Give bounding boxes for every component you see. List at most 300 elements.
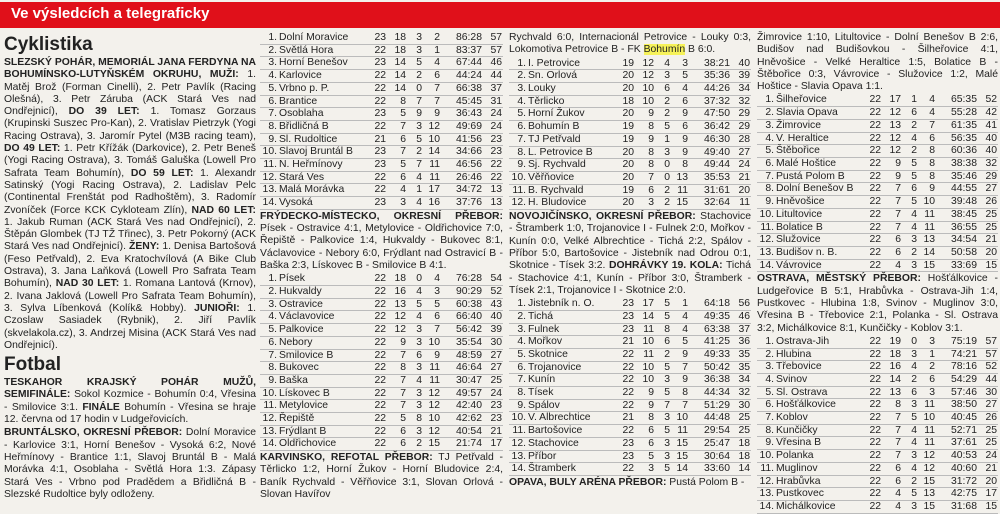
cell-score: 37:61	[950, 437, 977, 449]
cell-losses: 8	[929, 158, 935, 169]
cell-draws: 7	[416, 95, 422, 107]
cell-played: 22	[622, 374, 634, 386]
table-row	[260, 387, 503, 400]
cell-wins: 3	[400, 197, 406, 209]
cell-losses: 11	[429, 374, 440, 386]
cell-team: Služovice	[776, 234, 821, 246]
cell-rank: 5.	[765, 145, 774, 157]
cell-losses: 10	[676, 412, 688, 424]
cell-draws: 0	[664, 171, 670, 183]
table-row	[757, 196, 998, 209]
table-row	[757, 158, 998, 171]
bold-run: OSTRAVA, MĚSTSKÝ PŘEBOR:	[757, 273, 921, 285]
cell-wins: 7	[400, 120, 406, 132]
cell-wins: 14	[394, 82, 406, 94]
cell-rank: 9.	[268, 133, 277, 145]
cell-played: 22	[374, 425, 386, 437]
ostrava-results	[757, 273, 998, 334]
cell-rank: 14.	[511, 463, 526, 475]
cell-wins: 10	[642, 361, 654, 373]
cell-score: 86:28	[455, 32, 482, 43]
cell-losses: 7	[682, 361, 688, 373]
table-row	[260, 336, 503, 349]
cell-draws: 7	[416, 159, 422, 171]
cell-played: 23	[622, 298, 634, 310]
cell-team: H. Bludovice	[528, 197, 587, 209]
cell-wins: 6	[648, 425, 654, 437]
cell-points: 57	[490, 44, 502, 56]
cell-draws: 1	[911, 94, 917, 106]
cell-rank: 14.	[262, 197, 277, 209]
table-row	[509, 463, 751, 476]
table-row	[509, 336, 751, 349]
cell-score: 60:38	[455, 298, 482, 310]
cell-draws: 4	[911, 132, 917, 144]
cell-score: 31:61	[703, 184, 730, 196]
cell-points: 57	[985, 348, 997, 360]
cell-losses: 9	[682, 146, 688, 158]
cell-rank: 2.	[765, 107, 774, 119]
cell-points: 22	[490, 171, 502, 183]
cell-team: V. Albrechtice	[528, 412, 591, 424]
cell-losses: 11	[429, 362, 440, 374]
cell-team: Řepiště	[279, 413, 315, 425]
cell-played: 22	[869, 94, 881, 106]
cell-wins: 7	[895, 437, 901, 449]
text-run: 1. Romana Lantová (Krnov), 2. Ivana Jaklová (Lowell Pro Safrata Team Bohumín), 3. Sylva Líbenková (Kolík& Hobby).	[4, 278, 256, 314]
cell-losses: 10	[923, 196, 935, 208]
cell-team: Ostrava-Jih	[776, 335, 830, 347]
cell-wins: 4	[400, 184, 406, 196]
cell-wins: 17	[889, 94, 901, 106]
cell-wins: 3	[648, 197, 654, 209]
cell-score: 35:54	[455, 336, 482, 348]
cell-rank: 12.	[759, 475, 774, 487]
cell-draws: 4	[911, 424, 917, 436]
cell-points: 46	[490, 57, 502, 69]
cell-draws: 3	[664, 437, 670, 449]
column-3	[509, 32, 751, 494]
text-run: Písek - Ostravice 4:1, Metylovice - Oldřichovice 7:0, Řepiště - Palkovice 1:4, Hukvaldy - Bukovec 8:1, Václavovice - Nebory 6:0, Frýdlant nad Ostravicí B - Baška 2:3, Lískovec B - Smilovice B 4:1.	[260, 223, 503, 272]
cell-points: 32	[738, 95, 750, 107]
cell-played: 22	[622, 425, 634, 437]
cell-score: 34:54	[950, 234, 977, 246]
cell-draws: 7	[664, 399, 670, 411]
table-row	[757, 361, 998, 374]
cell-draws: 2	[911, 475, 917, 487]
table-row	[509, 133, 751, 146]
cell-team: Michálkovice	[776, 500, 836, 512]
cell-team: Hukvaldy	[279, 286, 322, 298]
text-run: Tichá - Stachovice 4:1, Kunín - Příbor 3:0, Štramberk - Tísek 2:1, Trojanovice I - Skotnice 2:0.	[509, 260, 751, 296]
cell-played: 22	[869, 475, 881, 487]
cell-points: 57	[490, 32, 502, 43]
cell-losses: 14	[428, 146, 440, 158]
table-row	[509, 387, 751, 400]
table-row	[757, 119, 998, 132]
cell-draws: 0	[664, 159, 670, 171]
cell-points: 24	[490, 387, 502, 399]
cell-team: Písek	[279, 273, 305, 285]
cell-rank: 7.	[517, 133, 526, 145]
table-row	[757, 94, 998, 106]
cell-wins: 7	[895, 221, 901, 233]
cell-losses: 10	[428, 413, 440, 425]
cell-losses: 6	[682, 121, 688, 133]
cell-points: 42	[985, 107, 997, 119]
cell-score: 40:60	[950, 462, 977, 474]
cell-wins: 12	[394, 311, 406, 323]
cell-draws: 6	[911, 107, 917, 119]
cell-rank: 5.	[517, 348, 526, 360]
cell-rank: 12.	[511, 437, 526, 449]
bold-run: ŽENY:	[128, 241, 160, 253]
cell-losses: 5	[682, 70, 688, 82]
cell-draws: 2	[664, 184, 670, 196]
cell-points: 37	[490, 82, 502, 94]
cell-wins: 18	[394, 32, 406, 43]
heading-cyclistics: Cyklistika	[4, 34, 93, 55]
bold-run: NAD 30 LET:	[55, 278, 120, 290]
cell-points: 34	[738, 83, 750, 94]
cell-points: 40	[985, 145, 997, 157]
cell-score: 36:43	[455, 108, 482, 120]
cell-losses: 4	[682, 323, 688, 335]
cell-score: 38:38	[950, 158, 977, 169]
cell-played: 22	[869, 119, 881, 131]
table-row	[509, 159, 751, 172]
cell-points: 30	[490, 336, 502, 348]
bold-run: BRUNTÁLSKO, OKRESNÍ PŘEBOR:	[4, 427, 183, 439]
cell-losses: 15	[428, 438, 440, 450]
cell-points: 26	[985, 412, 997, 424]
bold-run: JUNIOŘI:	[194, 302, 240, 314]
table-row	[260, 425, 503, 438]
table-row	[509, 450, 751, 463]
cell-score: 46:56	[455, 159, 482, 171]
cell-points: 23	[490, 413, 502, 425]
cell-draws: 5	[664, 298, 670, 310]
cell-score: 47:50	[703, 108, 730, 120]
cell-team: Hlubina	[776, 348, 812, 360]
cell-wins: 14	[889, 373, 901, 385]
cell-losses: 7	[434, 95, 440, 107]
cell-rank: 10.	[262, 387, 277, 399]
cell-played: 22	[869, 361, 881, 373]
cell-played: 22	[374, 324, 386, 336]
cell-losses: 6	[434, 70, 440, 82]
cell-score: 36:38	[703, 374, 730, 386]
cell-rank: 2.	[517, 310, 526, 322]
cell-played: 22	[374, 400, 386, 412]
cell-rank: 13.	[262, 425, 277, 437]
cell-rank: 11.	[263, 159, 277, 171]
cell-team: Malá Morávka	[279, 184, 345, 196]
cell-played: 19	[622, 57, 634, 69]
cell-points: 40	[490, 311, 502, 323]
cell-score: 38:21	[703, 57, 730, 69]
cell-team: Lískovec B	[279, 387, 330, 399]
cell-losses: 9	[682, 374, 688, 386]
cell-draws: 5	[664, 310, 670, 322]
cell-draws: 4	[416, 374, 422, 386]
table-row	[757, 424, 998, 437]
cell-score: 61:35	[950, 119, 977, 131]
cell-draws: 3	[664, 412, 670, 424]
cell-wins: 7	[895, 424, 901, 436]
cell-played: 22	[869, 246, 881, 258]
cell-rank: 6.	[268, 336, 277, 348]
cell-rank: 7.	[268, 349, 277, 361]
cell-wins: 10	[642, 95, 654, 107]
cell-played: 22	[869, 437, 881, 449]
cell-played: 22	[869, 107, 881, 119]
cell-points: 25	[490, 374, 502, 386]
bruntalsko-results	[4, 427, 256, 501]
cell-losses: 12	[923, 462, 935, 474]
cell-team: TJ Petřvald	[528, 133, 581, 145]
cell-points: 39	[738, 70, 750, 82]
cell-played: 22	[622, 399, 634, 411]
cell-played: 22	[374, 413, 386, 425]
cell-losses: 3	[929, 386, 935, 398]
cell-rank: 7.	[765, 170, 774, 182]
cell-team: Kunčičky	[776, 424, 818, 436]
text-run: 1. Denisa Bartošová (Feso Petřvald), 2. Eva Kratochvílová (A Bike Club Ostrava), 3. Jana Laňková (Lowell Pro Safrata Team Bohumín),	[4, 241, 256, 290]
standings-bruntalsko	[260, 32, 503, 210]
cell-points: 56	[738, 298, 750, 310]
cell-points: 52	[985, 94, 997, 106]
cell-wins: 14	[642, 310, 654, 322]
cell-draws: 3	[416, 32, 422, 43]
table-row	[509, 184, 751, 197]
cell-rank: 9.	[268, 374, 277, 386]
cell-played: 23	[374, 32, 386, 43]
cell-score: 44:34	[703, 387, 730, 399]
text-run: 1. Tomasz Gorzaus (Krupinski Suszec Pro-Kan), 2. Vratislav Pietrzyk (Yogi Racing Ostrava), 3. Jaromír Pytel (M3B racing team),	[4, 106, 256, 142]
cell-rank: 4.	[517, 95, 526, 107]
cell-wins: 7	[895, 208, 901, 220]
text-run: 1. Petr Křížák (Darkovice), 2. Petr Beneš (Yogi Racing Ostrava), 3. Tomáš Galuška (Lowell Pro Safrata Team Bohumín),	[4, 143, 256, 179]
cell-team: Vysoká	[279, 197, 313, 209]
cell-score: 33:69	[950, 259, 977, 271]
cell-wins: 8	[648, 159, 654, 171]
cell-points: 40	[985, 132, 997, 144]
cell-score: 37:76	[455, 197, 482, 209]
cell-played: 22	[374, 184, 386, 196]
cell-wins: 12	[889, 145, 901, 157]
cell-team: Pustkovec	[776, 488, 824, 500]
cell-score: 44:24	[455, 70, 482, 82]
cell-played: 22	[374, 362, 386, 374]
cell-draws: 3	[911, 450, 917, 462]
cell-played: 23	[374, 108, 386, 120]
text-run: 1. Jakub Ruman (ACK Stará Ves nad Ondřejnicí), 2. Štěpán Glombek (TJ TŽ Třinec), 3. Petr Pokorný (ACK Stará Ves nad Ondřejnicí).	[4, 216, 256, 253]
table-row	[260, 133, 503, 146]
cell-losses: 15	[676, 437, 688, 449]
cell-score: 49:40	[703, 146, 730, 158]
cell-losses: 11	[677, 425, 688, 437]
cell-score: 34:72	[455, 184, 482, 196]
cell-draws: 2	[664, 197, 670, 209]
cell-wins: 13	[394, 298, 406, 310]
cell-score: 66:38	[455, 82, 482, 94]
cell-played: 23	[374, 197, 386, 209]
cell-points: 46	[738, 310, 750, 322]
table-row	[757, 412, 998, 425]
cell-draws: 3	[911, 500, 917, 512]
cell-losses: 12	[428, 400, 440, 412]
cell-team: Fulnek	[528, 323, 560, 335]
cell-played: 22	[374, 298, 386, 310]
cell-rank: 3.	[517, 83, 526, 94]
cycling-results	[4, 57, 256, 352]
text-run: 1. Czoslaw Sasiadek (Rybnik), 2. Jiří Pavlík (skvelakola.cz), 3. Andrzej Misina (ACK Stará Ves nad Ondřejnicí).	[4, 302, 256, 351]
table-row	[260, 438, 503, 451]
text-run: Pustá Polom B -	[666, 476, 745, 488]
cell-losses: 12	[428, 120, 440, 132]
cell-losses: 9	[682, 108, 688, 120]
bold-run: FRÝDECKO-MÍSTECKO, OKRESNÍ PŘEBOR:	[260, 210, 503, 222]
table-row	[260, 120, 503, 133]
text-run: Stachovice - Štramberk 1:0, Trojanovice I - Fulnek 2:0, Mořkov - Kunín 0:0, Velké Albrechtice - Tichá 2:2, Spálov - Příbor 5:0, Bartošovice - Jistebník nad Odrou 0:1, Skotnice - Tísek 3:2.	[509, 211, 751, 272]
cell-losses: 14	[676, 463, 688, 475]
cell-wins: 9	[648, 399, 654, 411]
cell-draws: 2	[416, 438, 422, 450]
cell-score: 49:33	[703, 348, 730, 360]
cell-losses: 15	[676, 197, 688, 209]
cell-team: Baška	[279, 374, 308, 386]
cell-team: V. Heraltice	[776, 132, 829, 144]
cell-team: Slavia Opava	[776, 107, 838, 119]
cell-points: 17	[985, 488, 997, 500]
cell-rank: 9.	[517, 399, 526, 411]
cell-played: 22	[869, 145, 881, 157]
cell-team: Hošťálkovice	[776, 399, 836, 411]
cell-team: Koblov	[776, 412, 808, 424]
cell-rank: 6.	[268, 95, 277, 107]
cell-rank: 12.	[262, 171, 277, 183]
cell-wins: 6	[400, 438, 406, 450]
table-row	[260, 311, 503, 324]
cell-score: 45:45	[455, 95, 482, 107]
cell-losses: 2	[434, 32, 440, 43]
cell-team: Skotnice	[528, 348, 568, 360]
cell-losses: 11	[924, 424, 935, 436]
table-row	[260, 171, 503, 184]
cell-draws: 5	[664, 121, 670, 133]
cell-wins: 18	[394, 273, 406, 285]
table-row	[260, 32, 503, 44]
table-row	[509, 323, 751, 336]
cell-wins: 17	[642, 298, 654, 310]
cell-score: 48:59	[455, 349, 482, 361]
table-row	[260, 108, 503, 121]
cell-score: 42:75	[950, 488, 977, 500]
cell-losses: 3	[434, 286, 440, 298]
table-row	[509, 171, 751, 184]
cell-rank: 13.	[759, 246, 774, 258]
cell-rank: 8.	[268, 362, 277, 374]
cell-rank: 5.	[517, 108, 526, 120]
cell-wins: 12	[889, 132, 901, 144]
cell-points: 29	[738, 108, 750, 120]
cell-team: Žimrovice	[776, 119, 822, 131]
cell-draws: 2	[911, 373, 917, 385]
cell-team: Osoblaha	[279, 108, 324, 120]
cell-draws: 0	[911, 335, 917, 347]
cell-score: 46:30	[703, 133, 730, 145]
cell-played: 22	[869, 399, 881, 411]
cell-score: 49:35	[703, 310, 730, 322]
heading-football: Fotbal	[4, 354, 61, 376]
cell-points: 32	[738, 387, 750, 399]
cell-points: 52	[490, 286, 502, 298]
cell-draws: 3	[416, 44, 422, 56]
cell-team: Frýdlant B	[279, 425, 327, 437]
cell-wins: 6	[400, 171, 406, 183]
cell-draws: 5	[416, 133, 422, 145]
cell-losses: 1	[682, 298, 688, 310]
cell-losses: 13	[923, 234, 935, 246]
cell-score: 60:36	[950, 145, 977, 157]
table-row	[509, 58, 751, 70]
cell-rank: 1.	[268, 32, 277, 43]
cell-losses: 4	[434, 57, 440, 69]
cell-losses: 6	[929, 132, 935, 144]
cell-rank: 12.	[759, 234, 774, 246]
cell-wins: 7	[895, 183, 901, 195]
cell-rank: 13.	[511, 450, 526, 462]
text-run: Žimrovice 1:10, Litultovice - Dolní Benešov B 2:6, Budišov nad Budišovkou - Šilheřovice 4:1, Hněvošice - Velké Heraltice 1:5, Bolatice B - Štěbořice 0:3, Vávrovice - Služovice 1:2, Malé Hoštice - Slavia Opava 1:1.	[757, 32, 998, 93]
cell-team: Věřňovice	[528, 171, 575, 183]
cell-wins: 9	[648, 108, 654, 120]
cell-losses: 8	[929, 145, 935, 157]
cell-points: 39	[490, 324, 502, 336]
cell-rank: 8.	[268, 120, 277, 132]
cell-played: 22	[869, 412, 881, 424]
cell-rank: 14.	[262, 438, 277, 450]
cell-draws: 3	[416, 425, 422, 437]
cell-score: 30:64	[703, 450, 730, 462]
cell-points: 27	[985, 183, 997, 195]
cell-points: 23	[490, 400, 502, 412]
text-run: Rychvald 6:0, Internacionál Petrovice - Louky 0:3, Lokomotiva Petrovice B - FK	[509, 32, 751, 56]
cell-wins: 19	[889, 335, 901, 347]
cell-played: 23	[622, 450, 634, 462]
table-row	[260, 82, 503, 95]
cell-played: 22	[622, 463, 634, 475]
cell-draws: 2	[911, 119, 917, 131]
cell-score: 66:40	[455, 311, 482, 323]
cell-rank: 9.	[765, 196, 774, 208]
cell-rank: 6.	[765, 399, 774, 411]
table-row	[260, 44, 503, 57]
table-row	[757, 259, 998, 272]
cell-draws: 4	[416, 171, 422, 183]
cell-rank: 7.	[517, 374, 526, 386]
table-row	[757, 437, 998, 450]
cell-played: 22	[869, 348, 881, 360]
table-row	[757, 208, 998, 221]
cell-team: Smilovice B	[279, 349, 334, 361]
cell-score: 67:44	[455, 57, 482, 69]
cell-score: 56:35	[950, 132, 977, 144]
cell-played: 22	[374, 82, 386, 94]
cell-wins: 9	[895, 158, 901, 169]
cell-wins: 3	[648, 463, 654, 475]
cell-points: 26	[985, 196, 997, 208]
